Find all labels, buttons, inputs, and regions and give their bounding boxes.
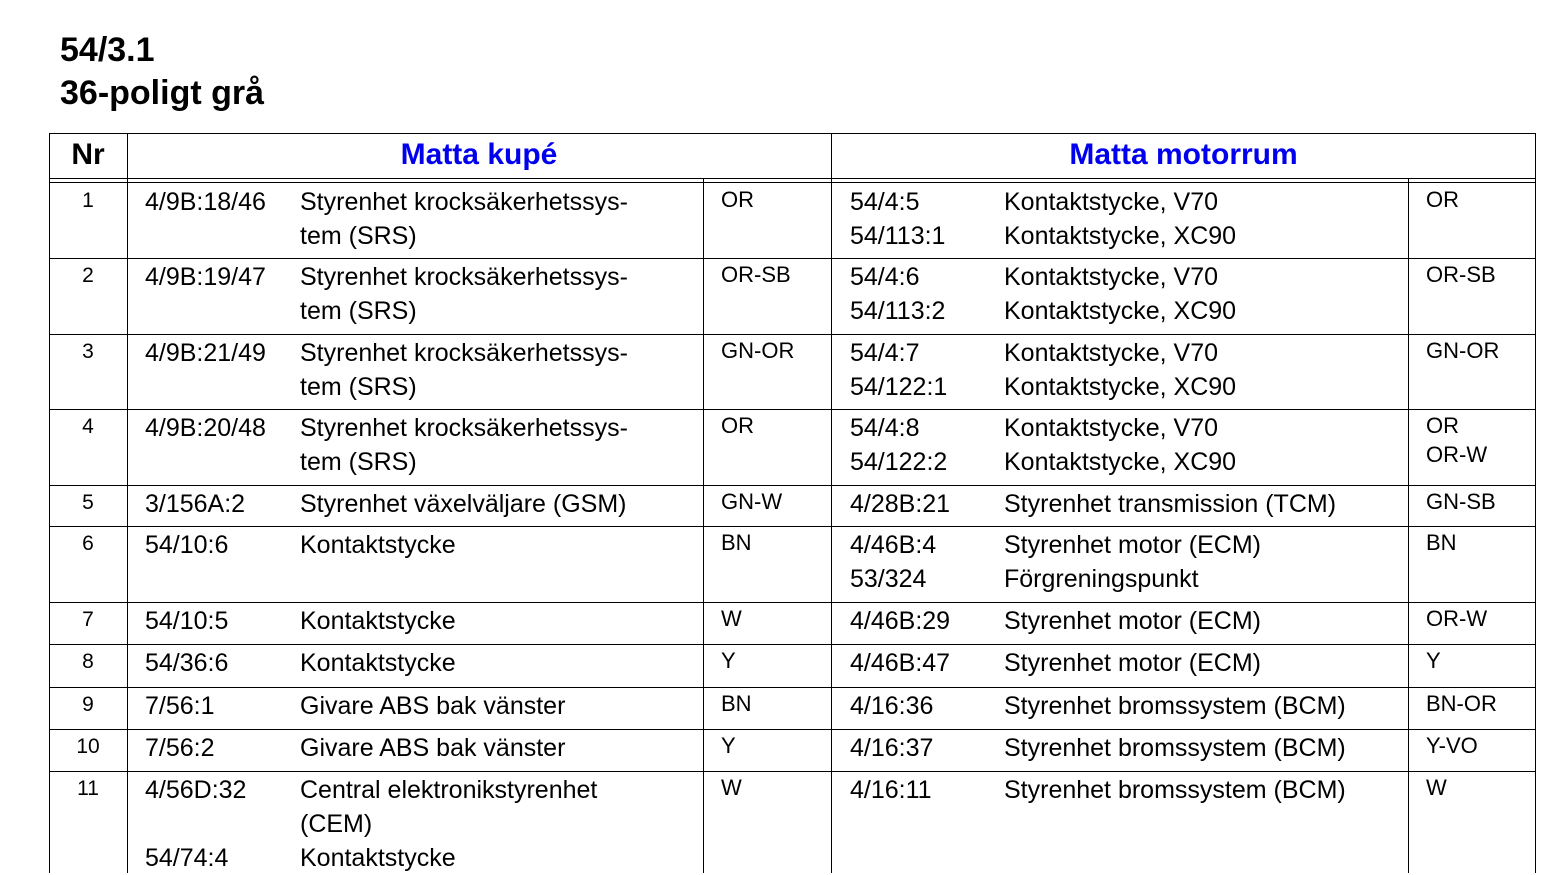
row-number: 2 xyxy=(82,264,94,287)
kupe-desc: Styrenhet krocksäkerhetssys- xyxy=(300,188,628,216)
row-number: 10 xyxy=(76,735,100,758)
motor-color: Y xyxy=(1426,648,1441,673)
kupe-color: OR xyxy=(721,187,754,212)
kupe-desc: Givare ABS bak vänster xyxy=(300,692,566,720)
column-divider xyxy=(831,133,832,873)
kupe-ref: 54/36:6 xyxy=(145,649,229,677)
motor-ref: 54/4:8 xyxy=(850,414,920,442)
row-divider xyxy=(49,644,1536,645)
motor-color: BN xyxy=(1426,530,1457,555)
motor-desc: Styrenhet motor (ECM) xyxy=(1004,649,1262,677)
motor-color: BN-OR xyxy=(1426,691,1497,716)
motor-desc: Styrenhet bromssystem (BCM) xyxy=(1004,692,1346,720)
kupe-desc: Central elektronikstyrenhet xyxy=(300,776,598,804)
row-divider xyxy=(49,687,1536,688)
motor-desc: Kontaktstycke, V70 xyxy=(1004,414,1219,442)
motor-ref: 4/16:11 xyxy=(850,776,932,804)
motor-color: GN-SB xyxy=(1426,489,1496,514)
kupe-ref: 54/10:5 xyxy=(145,607,229,635)
row-divider xyxy=(49,526,1536,527)
kupe-desc: Styrenhet krocksäkerhetssys- xyxy=(300,263,628,291)
motor-ref: 4/46B:29 xyxy=(850,607,951,635)
page-title: 54/3.1 xyxy=(60,31,155,69)
kupe-desc: Styrenhet krocksäkerhetssys- xyxy=(300,414,628,442)
kupe-color: Y xyxy=(721,648,736,673)
row-divider xyxy=(49,258,1536,259)
row-divider xyxy=(49,334,1536,335)
motor-desc: Kontaktstycke, XC90 xyxy=(1004,448,1237,476)
row-number: 8 xyxy=(82,650,94,673)
motor-desc: Kontaktstycke, V70 xyxy=(1004,339,1219,367)
header-rule xyxy=(49,182,1536,183)
col-header-matta-kupe: Matta kupé xyxy=(400,138,558,171)
motor-desc: Förgreningspunkt xyxy=(1004,565,1199,593)
row-number: 7 xyxy=(82,608,94,631)
motor-ref: 53/324 xyxy=(850,565,927,593)
kupe-color: BN xyxy=(721,530,752,555)
motor-color: OR-SB xyxy=(1426,262,1496,287)
row-number: 5 xyxy=(82,491,94,514)
motor-desc: Styrenhet motor (ECM) xyxy=(1004,531,1262,559)
kupe-color: BN xyxy=(721,691,752,716)
motor-ref: 4/16:37 xyxy=(850,734,934,762)
motor-desc: Kontaktstycke, V70 xyxy=(1004,263,1219,291)
header-rule xyxy=(49,178,1536,179)
row-number: 9 xyxy=(82,693,94,716)
motor-ref: 4/28B:21 xyxy=(850,490,951,518)
kupe-ref: 4/9B:20/48 xyxy=(145,414,266,442)
motor-ref: 54/122:1 xyxy=(850,373,948,401)
kupe-color: OR-SB xyxy=(721,262,791,287)
motor-ref: 54/122:2 xyxy=(850,448,948,476)
kupe-desc: Givare ABS bak vänster xyxy=(300,734,566,762)
kupe-desc: tem (SRS) xyxy=(300,222,417,250)
kupe-color: GN-OR xyxy=(721,338,795,363)
motor-color: OR xyxy=(1426,187,1459,212)
kupe-desc: Kontaktstycke xyxy=(300,531,456,559)
kupe-desc: Kontaktstycke xyxy=(300,607,456,635)
kupe-desc: tem (SRS) xyxy=(300,297,417,325)
kupe-ref: 7/56:1 xyxy=(145,692,215,720)
motor-ref: 54/4:7 xyxy=(850,339,920,367)
motor-color: Y-VO xyxy=(1426,733,1478,758)
column-divider xyxy=(127,133,128,873)
kupe-ref: 4/9B:19/47 xyxy=(145,263,266,291)
motor-color: GN-OR xyxy=(1426,338,1500,363)
motor-desc: Styrenhet transmission (TCM) xyxy=(1004,490,1337,518)
kupe-desc: (CEM) xyxy=(300,810,373,838)
row-divider xyxy=(49,602,1536,603)
motor-ref: 54/4:6 xyxy=(850,263,920,291)
kupe-color: OR xyxy=(721,413,754,438)
motor-ref: 54/113:2 xyxy=(850,297,946,325)
kupe-ref: 54/10:6 xyxy=(145,531,229,559)
kupe-ref: 7/56:2 xyxy=(145,734,215,762)
kupe-ref: 3/156A:2 xyxy=(145,490,246,518)
motor-desc: Styrenhet bromssystem (BCM) xyxy=(1004,776,1346,804)
kupe-desc: Styrenhet växelväljare (GSM) xyxy=(300,490,627,518)
motor-desc: Kontaktstycke, XC90 xyxy=(1004,297,1237,325)
kupe-desc: Kontaktstycke xyxy=(300,844,456,872)
row-number: 1 xyxy=(82,189,94,212)
kupe-desc: tem (SRS) xyxy=(300,373,417,401)
motor-ref: 4/46B:4 xyxy=(850,531,937,559)
motor-desc: Kontaktstycke, V70 xyxy=(1004,188,1219,216)
motor-desc: Kontaktstycke, XC90 xyxy=(1004,222,1237,250)
kupe-ref: 4/9B:21/49 xyxy=(145,339,266,367)
col-header-nr: Nr xyxy=(71,138,105,171)
row-number: 11 xyxy=(77,777,99,800)
kupe-color: GN-W xyxy=(721,489,783,514)
motor-desc: Styrenhet bromssystem (BCM) xyxy=(1004,734,1346,762)
row-divider xyxy=(49,485,1536,486)
col-header-matta-motorrum: Matta motorrum xyxy=(1069,138,1298,171)
motor-color: W xyxy=(1426,775,1447,800)
kupe-desc: tem (SRS) xyxy=(300,448,417,476)
motor-desc: Kontaktstycke, XC90 xyxy=(1004,373,1237,401)
motor-color: OR-W xyxy=(1426,442,1488,467)
motor-ref: 4/16:36 xyxy=(850,692,934,720)
kupe-desc: Kontaktstycke xyxy=(300,649,456,677)
motor-ref: 54/4:5 xyxy=(850,188,920,216)
row-number: 4 xyxy=(82,415,94,438)
kupe-color: W xyxy=(721,606,742,631)
row-divider xyxy=(49,409,1536,410)
kupe-ref: 4/56D:32 xyxy=(145,776,247,804)
row-number: 3 xyxy=(82,340,94,363)
motor-desc: Styrenhet motor (ECM) xyxy=(1004,607,1262,635)
kupe-color: Y xyxy=(721,733,736,758)
motor-ref: 54/113:1 xyxy=(850,222,946,250)
kupe-color: W xyxy=(721,775,742,800)
motor-ref: 4/46B:47 xyxy=(850,649,951,677)
page-subtitle: 36-poligt grå xyxy=(60,74,265,112)
row-divider xyxy=(49,729,1536,730)
kupe-ref: 54/74:4 xyxy=(145,844,229,872)
motor-color: OR xyxy=(1426,413,1459,438)
kupe-ref: 4/9B:18/46 xyxy=(145,188,266,216)
row-divider xyxy=(49,771,1536,772)
kupe-desc: Styrenhet krocksäkerhetssys- xyxy=(300,339,628,367)
row-number: 6 xyxy=(82,532,94,555)
motor-color: OR-W xyxy=(1426,606,1488,631)
